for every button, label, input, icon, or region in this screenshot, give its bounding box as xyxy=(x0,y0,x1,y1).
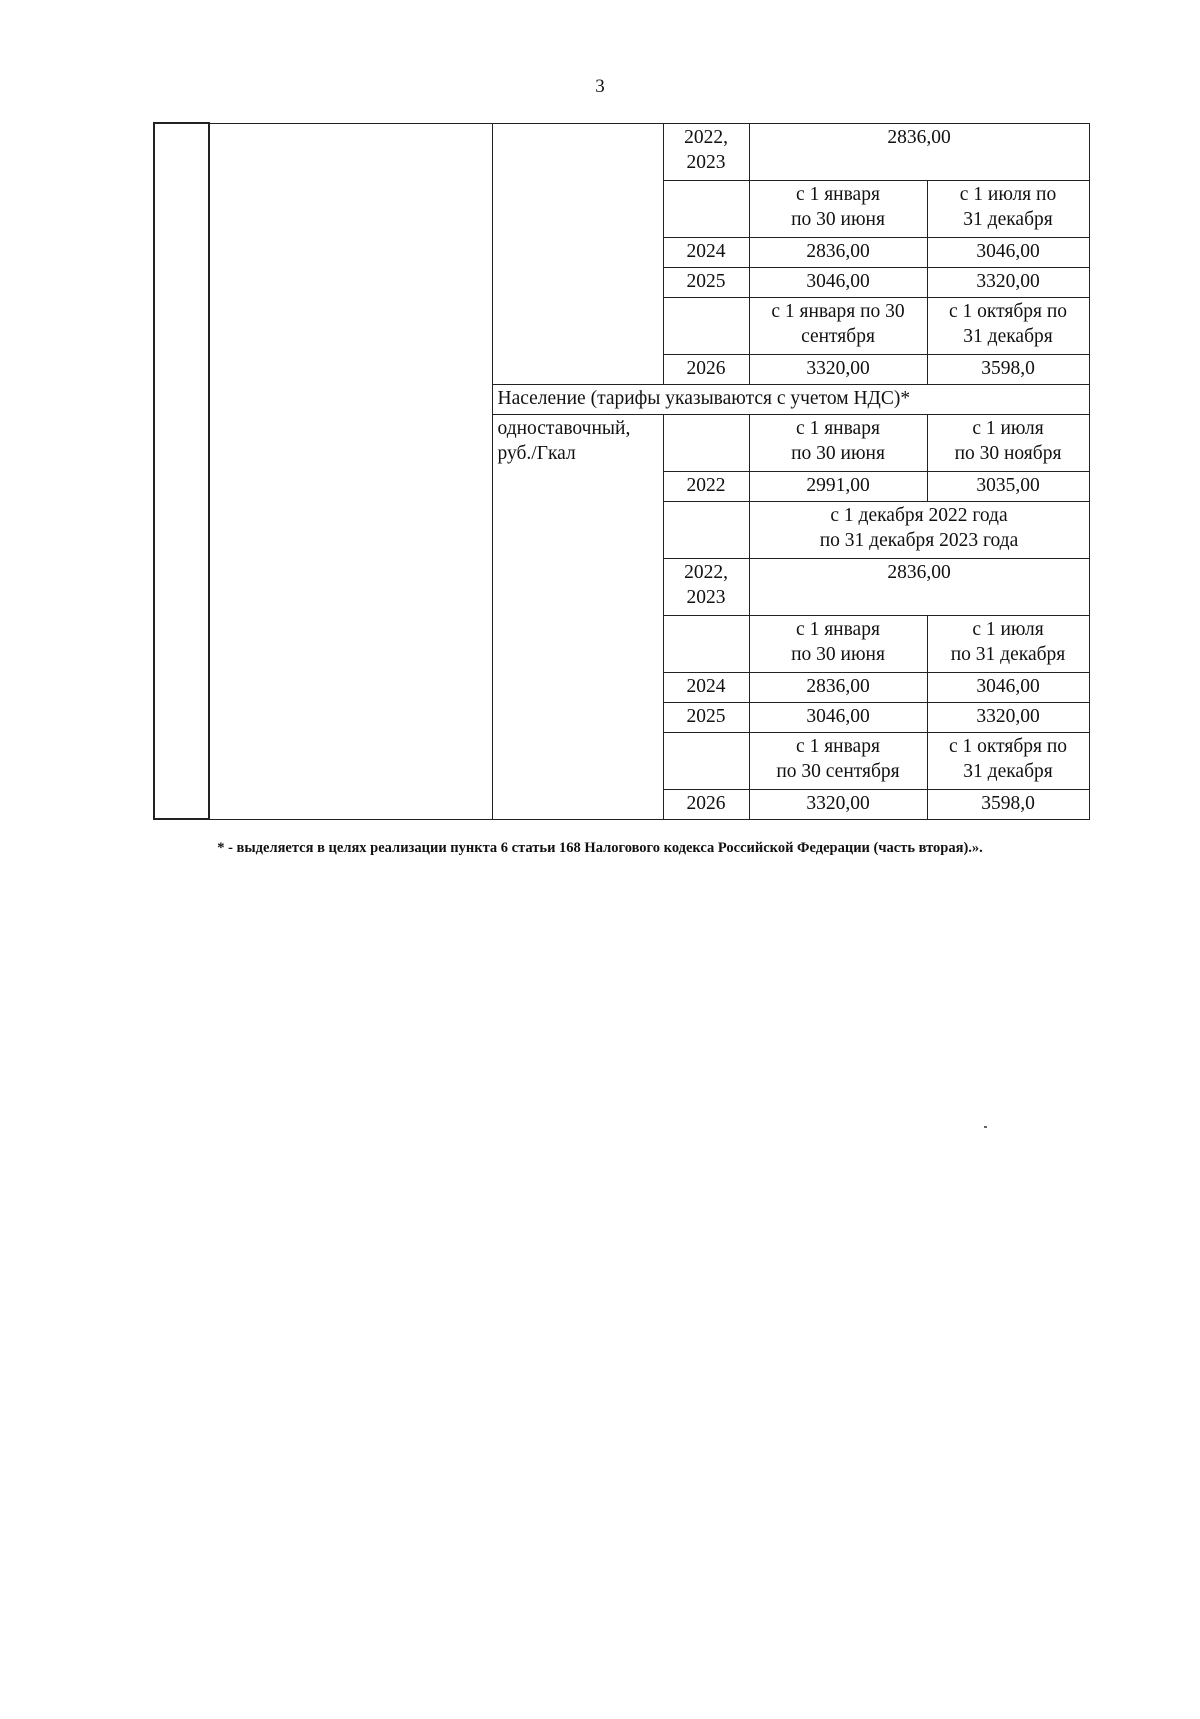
period-merged-cell: с 1 декабря 2022 года по 31 декабря 2023 года xyxy=(749,501,1089,558)
number-column-cell xyxy=(154,123,209,819)
year-cell: 2024 xyxy=(663,672,749,702)
scan-speck xyxy=(984,1126,987,1128)
tariff-cell: 2836,00 xyxy=(749,237,927,267)
period-cell: с 1 января по 30 июня xyxy=(749,615,927,672)
tariff-merged-cell: 2836,00 xyxy=(749,123,1089,180)
year-cell xyxy=(663,732,749,789)
population-header: Население (тарифы указываются с учетом НДС)* xyxy=(492,384,1089,414)
page-number: 3 xyxy=(595,76,605,97)
organization-column-cell xyxy=(209,123,492,819)
tariff-cell: 3046,00 xyxy=(927,672,1089,702)
tariff-merged-cell: 2836,00 xyxy=(749,558,1089,615)
year-cell xyxy=(663,615,749,672)
year-cell xyxy=(663,414,749,471)
year-cell: 2025 xyxy=(663,267,749,297)
tariff-cell: 2836,00 xyxy=(749,672,927,702)
tariff-cell: 3320,00 xyxy=(927,702,1089,732)
period-cell: с 1 июля по 31 декабря xyxy=(927,180,1089,237)
period-cell: с 1 января по 30 сентября xyxy=(749,732,927,789)
table-row xyxy=(154,123,1089,180)
period-cell: с 1 июля по 30 ноября xyxy=(927,414,1089,471)
tariff-cell: 3598,0 xyxy=(927,354,1089,384)
year-cell: 2025 xyxy=(663,702,749,732)
tariff-cell: 3320,00 xyxy=(749,789,927,819)
year-cell xyxy=(663,501,749,558)
tariff-table xyxy=(153,122,1090,820)
year-cell: 2026 xyxy=(663,789,749,819)
tariff-cell: 3046,00 xyxy=(749,267,927,297)
tariff-cell: 3035,00 xyxy=(927,471,1089,501)
period-cell: с 1 октября по 31 декабря xyxy=(927,732,1089,789)
period-cell: с 1 января по 30 июня xyxy=(749,414,927,471)
tariff-cell: 3598,0 xyxy=(927,789,1089,819)
year-cell: 2024 xyxy=(663,237,749,267)
year-cell xyxy=(663,297,749,354)
tariff-cell: 3320,00 xyxy=(927,267,1089,297)
period-cell: с 1 января по 30 июня xyxy=(749,180,927,237)
tariff-cell: 3046,00 xyxy=(749,702,927,732)
year-cell xyxy=(663,180,749,237)
category-column-cell xyxy=(492,123,663,384)
year-cell: 2022, 2023 xyxy=(663,558,749,615)
footnote: * - выделяется в целях реализации пункта 6 статьи 168 Налогового кодекса Российской Федерации (часть вторая).». xyxy=(217,840,983,856)
year-cell: 2026 xyxy=(663,354,749,384)
year-cell: 2022 xyxy=(663,471,749,501)
year-cell: 2022, 2023 xyxy=(663,123,749,180)
tariff-type-label: одноставочный, руб./Гкал xyxy=(492,414,663,819)
period-cell: с 1 октября по 31 декабря xyxy=(927,297,1089,354)
tariff-cell: 3046,00 xyxy=(927,237,1089,267)
period-cell: с 1 июля по 31 декабря xyxy=(927,615,1089,672)
tariff-cell: 3320,00 xyxy=(749,354,927,384)
period-cell: с 1 января по 30 сентября xyxy=(749,297,927,354)
tariff-cell: 2991,00 xyxy=(749,471,927,501)
